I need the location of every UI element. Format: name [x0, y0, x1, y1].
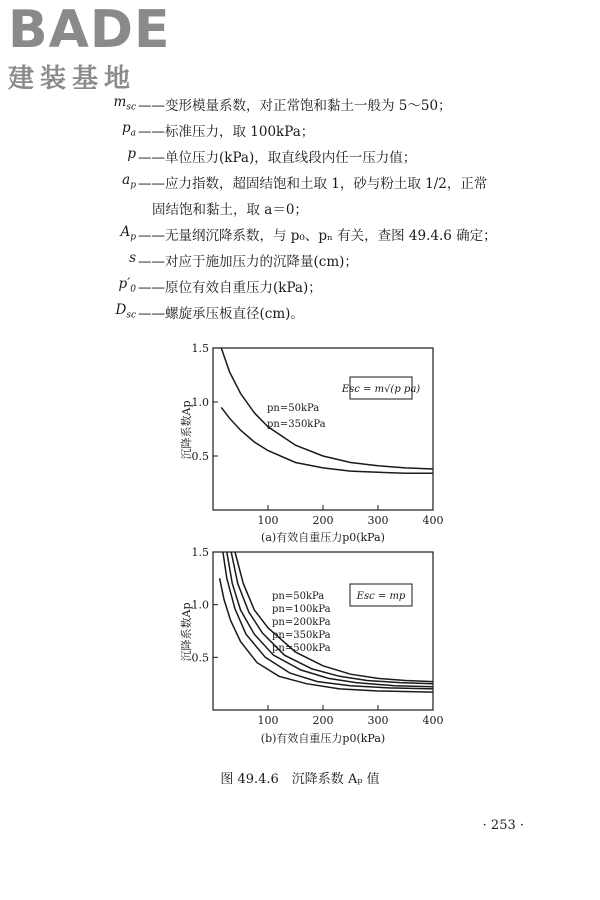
y-tick-label: 0.5 — [191, 651, 209, 665]
legend-label: pn=50kPa — [267, 403, 320, 414]
x-axis-label: (a)有效自重压力p0(kPa) — [261, 531, 385, 544]
x-tick-label: 200 — [312, 714, 334, 727]
logo-text-cn: 建装基地 — [8, 64, 137, 94]
definition-text: ——标准压力，取 100kPa； — [138, 124, 315, 140]
x-tick-label: 300 — [367, 714, 389, 727]
definition-text: 固结饱和黏土，取 a＝0； — [152, 202, 308, 218]
series-line-pn=50kPa — [221, 348, 433, 469]
y-tick-label: 1.0 — [191, 598, 209, 612]
figure-caption: 图 49.4.6 沉降系数 Aₚ 值 — [220, 772, 380, 787]
y-axis-label: 沉降系数Ap — [180, 400, 193, 460]
definition-text: ——变形模量系数，对正常饱和黏土一般为 5～50； — [138, 98, 452, 114]
legend-label: pn=50kPa — [272, 591, 325, 602]
x-tick-label: 200 — [312, 514, 334, 527]
definition-text: ——原位有效自重压力(kPa)； — [138, 280, 322, 296]
y-tick-label: 0.5 — [191, 450, 209, 463]
y-axis-label: 沉降系数Ap — [180, 602, 193, 662]
legend-label: pn=500kPa — [272, 643, 331, 654]
x-tick-label: 100 — [257, 714, 279, 727]
legend-label: pn=200kPa — [272, 617, 331, 628]
y-tick-label: 1.0 — [191, 396, 209, 409]
definition-text: ——对应于施加压力的沉降量(cm)； — [138, 254, 358, 270]
page-number: · 253 · — [482, 818, 524, 833]
legend-label: pn=350kPa — [272, 630, 331, 641]
definition-text: ——应力指数，超固结饱和土取 1，砂与粉土取 1/2，正常 — [138, 176, 488, 192]
series-line-pn=350kPa — [221, 407, 433, 473]
legend-label: pn=350kPa — [267, 419, 326, 430]
y-tick-label: 1.5 — [191, 546, 209, 559]
x-tick-label: 300 — [367, 514, 389, 527]
definition-text: ——单位压力(kPa)，取直线段内任一压力值； — [138, 150, 417, 166]
formula-text: Esc = mp — [356, 591, 406, 602]
x-tick-label: 100 — [257, 514, 279, 527]
series-line-pn=50kPa — [235, 552, 433, 682]
x-tick-label: 400 — [422, 514, 444, 527]
definition-text: ——无量纲沉降系数，与 p₀、pₙ 有关，查图 49.4.6 确定； — [138, 228, 497, 244]
definition-text: ——螺旋承压板直径(cm)。 — [138, 306, 304, 322]
x-axis-label: (b)有效自重压力p0(kPa) — [260, 732, 386, 745]
x-tick-label: 400 — [422, 714, 444, 727]
logo-text-en: BADE — [8, 0, 171, 60]
legend-label: pn=100kPa — [272, 604, 331, 615]
y-tick-label: 1.5 — [191, 342, 209, 355]
formula-text: Esc = m√(p pa) — [341, 384, 421, 395]
series-line-pn=100kPa — [231, 552, 433, 684]
